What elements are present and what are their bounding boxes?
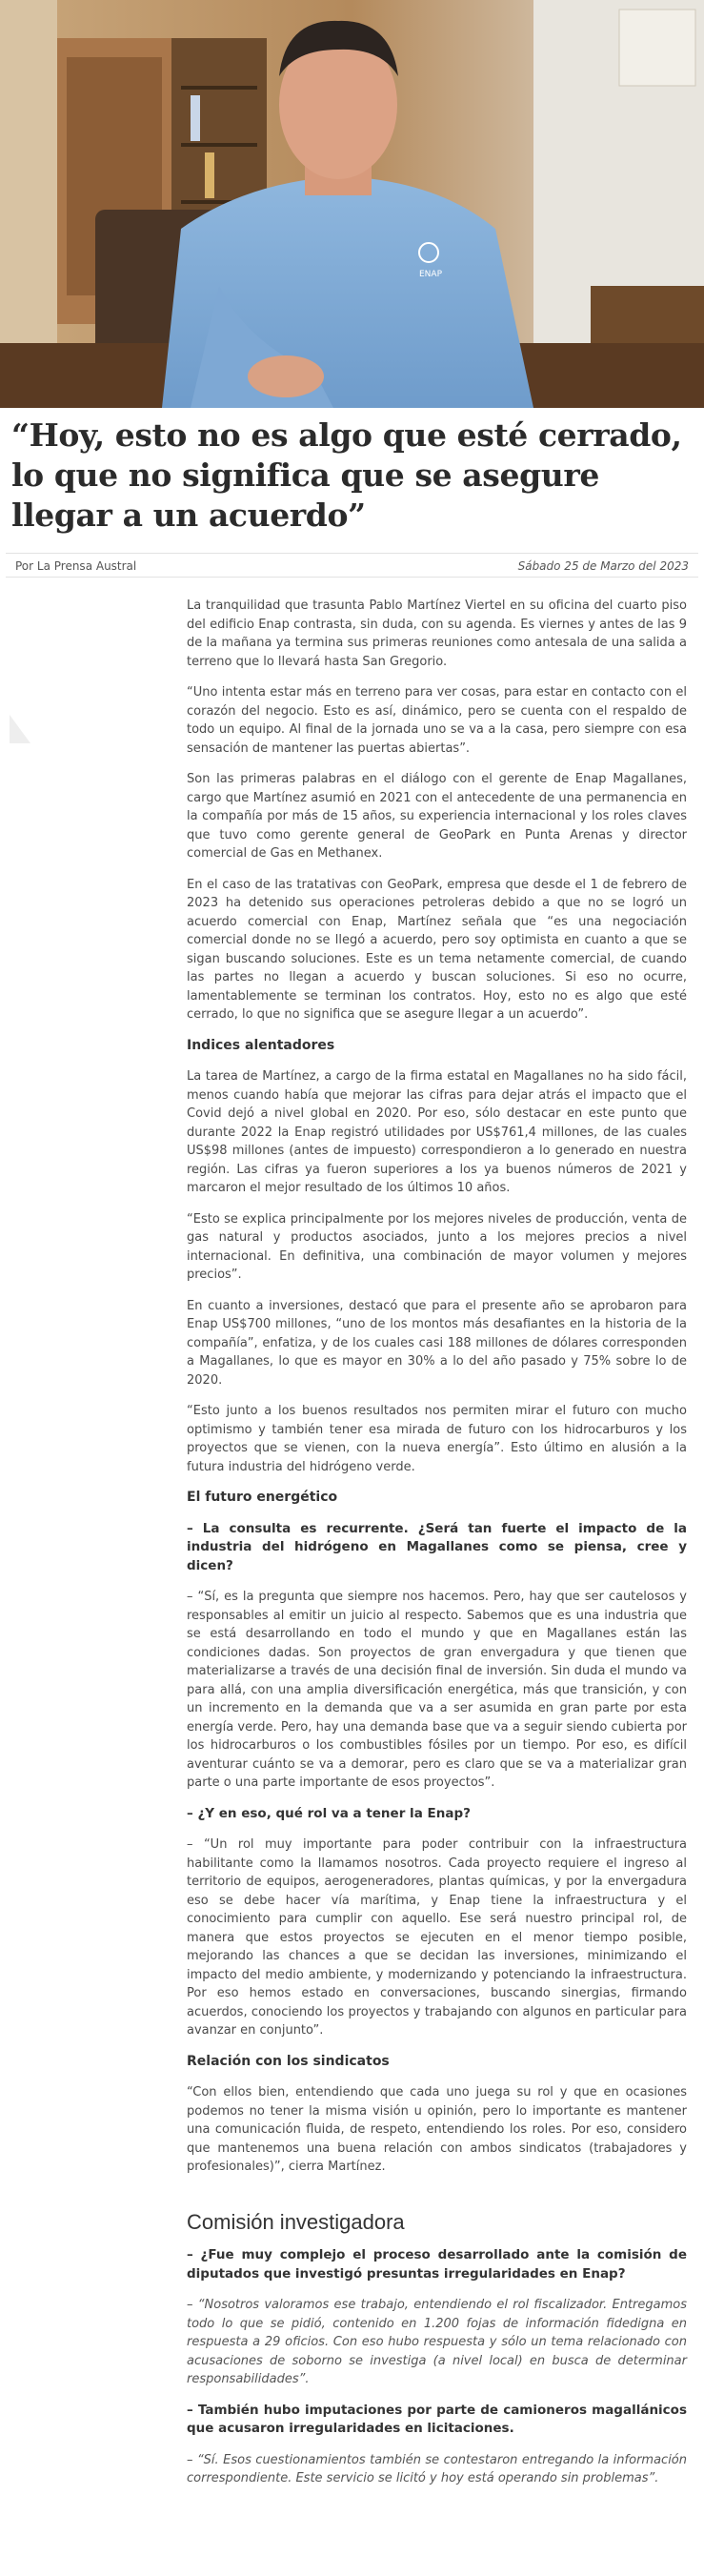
article-headline: “Hoy, esto no es algo que esté cerrado, lo que no significa que se asegure llegar a un acuerdo” bbox=[11, 416, 682, 534]
paragraph: “Esto junto a los buenos resultados nos permiten mirar el futuro con mucho optimismo y también tener esa mirada de futuro con los hidrocarburos y los proyectos que se vienen, con la nueva energía”. Esto último en alusión a la futura industria del hidrógeno verde. bbox=[187, 1404, 687, 1474]
interview-answer: – “Sí. Esos cuestionamientos también se contestaron entregando la información correspondiente. Este servicio se licitó y hoy está operando sin problemas”. bbox=[187, 2452, 687, 2485]
paragraph: “Con ellos bien, entendiendo que cada uno juega su rol y que en ocasiones podemos no tener la misma visión u opinión, pero lo importante es mantener una comunicación fluida, de respeto, entendiendo los roles. Por eso, considero que mantenemos una buena relación con ambos sindicatos (trabajadores y profesionales)”, cierra Martínez. bbox=[187, 2085, 687, 2174]
interview-answer: – “Un rol muy importante para poder contribuir con la infraestructura habilitante como la llamamos nosotros. Cada proyecto requiere el ingreso al territorio de equipos, aerogeneradores, plantas químicas, y por la envergadura eso se debe hacer vía marítima, y Enap tiene la infraestructura y el conocimiento para cumplir con aquello. Ese será nuestro principal rol, de manera que estos proyectos se ejecuten en el menor tiempo posible, mejorando las chances a que se decidan las inversiones, minimizando el impacto del medio ambiente, y modernizando y potenciando la infraestructura. Por eso hemos estado en conversaciones, buscando sinergias, firmando acuerdos, conociendo los proyectos y trabajando con algunos en particular para avanzar en conjunto”. bbox=[187, 1837, 687, 2038]
paragraph: En el caso de las tratativas con GeoPark, empresa que desde el 1 de febrero de 2023 ha detenido sus operaciones petroleras debido a que no se logró un acuerdo comercial con Enap, Martínez señala que “es una negociación comercial donde no se llegó a acuerdo, pero soy optimista en cuanto a que se sigan buscando soluciones. Este es un tema netamente comercial, de cuando las partes no llegan a acuerdo y buscan soluciones. Si eso no ocurre, lamentablemente se terminan los contratos. Hoy, esto no es algo que esté cerrado, lo que no significa que se asegure llegar a un acuerdo”. bbox=[187, 877, 687, 1022]
byline: Por La Prensa Austral bbox=[15, 559, 137, 573]
section-heading: Relación con los sindicatos bbox=[187, 2053, 390, 2069]
section-heading: Indices alentadores bbox=[187, 1037, 335, 1053]
hero-photo bbox=[0, 0, 704, 408]
paragraph: “Esto se explica principalmente por los mejores niveles de producción, venta de gas natural y productos asociados, junto a los mejores precios a nivel internacional. En definitiva, una combinación de mayor volumen y mejores precios”. bbox=[187, 1211, 687, 1282]
paragraph: La tranquilidad que trasunta Pablo Martínez Viertel en su oficina del cuarto piso del edificio Enap contrasta, sin duda, con su agenda. Es viernes y antes de las 9 de la mañana ya termina sus primeras reuniones como antesala de una salida a terreno que lo llevará hasta San Gregorio. bbox=[187, 598, 687, 669]
section-heading: El futuro energético bbox=[187, 1490, 338, 1505]
paragraph: En cuanto a inversiones, destacó que para el presente año se aprobaron para Enap US$700 millones, “uno de los montos más desafiantes en la historia de la compañía”, enfatiza, y de los cuales casi 188 millones de dólares corresponden a Magallanes, lo que es mayor en 30% a lo del año pasado y 75% sobre lo de 2020. bbox=[187, 1298, 687, 1388]
section-title: Comisión investigadora bbox=[187, 2209, 405, 2234]
interview-answer: – “Nosotros valoramos ese trabajo, entendiendo el rol fiscalizador. Entregamos todo lo que se pidió, contenido en 1.200 fojas de información fidedigna en respuesta a 29 oficios. Con eso hubo respuesta y sólo un tema relacionado con acusaciones de soborno se investiga (a nivel local) en busca de determinar responsabilidades”. bbox=[187, 2298, 687, 2386]
byline-bar bbox=[6, 553, 698, 578]
paragraph: La tarea de Martínez, a cargo de la firma estatal en Magallanes no ha sido fácil, menos cuando había que mejorar las cifras para dejar atrás el impacto que el Covid dejó a nivel global en 2020. Por eso, sólo destacar en este punto que durante 2022 la Enap registró utilidades por US$761,4 millones, de las cuales US$98 millones (antes de impuesto) correspondieron a lo generado en nuestra región. Las cifras ya fueron superiores a los ya buenos números de 2021 y marcaron el mejor resultado de los últimos 10 años. bbox=[187, 1069, 687, 1195]
interview-question: – ¿Fue muy complejo el proceso desarrollado ante la comisión de diputados que investigó presuntas irregularidades en Enap? bbox=[187, 2247, 687, 2282]
publish-date: Sábado 25 de Marzo del 2023 bbox=[517, 559, 689, 573]
paragraph: Son las primeras palabras en el diálogo con el gerente de Enap Magallanes, cargo que Martínez asumió en 2021 con el antecedente de una permanencia en la compañía por más de 15 años, su experiencia internacional y los roles claves que tuvo como gerente general de GeoPark en Punta Arenas y director comercial de Gas en Methanex. bbox=[187, 772, 687, 861]
interview-question: – También hubo imputaciones por parte de camioneros magallánicos que acusaron irregularidades en licitaciones. bbox=[187, 2402, 687, 2436]
quote-mark-icon bbox=[10, 715, 30, 743]
paragraph: “Uno intenta estar más en terreno para ver cosas, para estar en contacto con el corazón del negocio. Esto es así, dinámico, pero se cuenta con el respaldo de todo un equipo. Al final de la jornada uno se va a la casa, pero siempre con esa sensación de mantener las puertas abiertas”. bbox=[187, 685, 687, 756]
interview-question: – ¿Y en eso, qué rol va a tener la Enap? bbox=[187, 1805, 471, 1821]
shirt-logo: ENAP bbox=[419, 270, 443, 279]
interview-answer: – “Sí, es la pregunta que siempre nos hacemos. Pero, hay que ser cautelosos y responsables al emitir un juicio al respecto. Sabemos que es una industria que se está desarrollando en todo el mundo y que en Magallanes están las condiciones dadas. Son proyectos de gran envergadura y que tienen que materializarse a través de una decisión final de inversión. Sin duda el mundo va para allá, con una amplia diversificación energética, más que transición, y con un incremento en la demanda que va a ser asumida en gran parte por esta energía verde. Pero, hay una demanda base que va a seguir siendo cubierta por los hidrocarburos o los combustibles fósiles por un tiempo. Por eso, es difícil aventurar cuánto se va a demorar, pero es claro que se va a materializar gran parte o una parte importante de esos proyectos”. bbox=[187, 1590, 687, 1790]
interview-question: – La consulta es recurrente. ¿Será tan fuerte el impacto de la industria del hidrógeno en Magallanes como se piensa, cree y dicen? bbox=[187, 1520, 687, 1573]
article-body bbox=[187, 597, 687, 2501]
